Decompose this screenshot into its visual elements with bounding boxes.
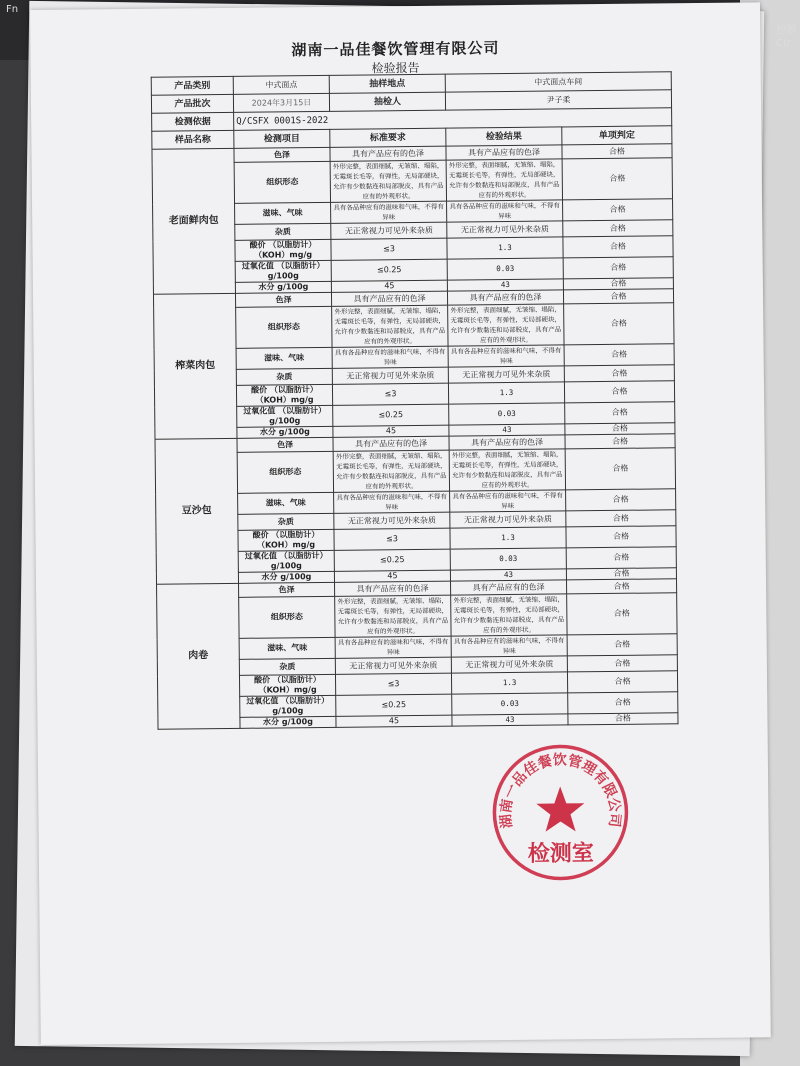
test-result: 具有产品应有的色泽 [451, 580, 567, 595]
judgement: 合格 [567, 671, 677, 693]
standard-requirement: 45 [334, 570, 450, 582]
judgement: 合格 [565, 423, 675, 435]
standard-requirement: 具有产品应有的色泽 [330, 146, 446, 161]
col-sample-name: 样品名称 [152, 130, 234, 149]
judgement: 合格 [563, 257, 673, 279]
test-item: 酸价 （以脂肪计）（KOH）mg/g [239, 674, 335, 696]
col-judgement: 单项判定 [562, 126, 672, 145]
judgement: 合格 [564, 365, 674, 382]
standard-requirement: 具有各品种应有的滋味和气味，不得有异味 [335, 636, 451, 658]
judgement: 合格 [563, 289, 673, 304]
location-label: 抽样地点 [329, 74, 445, 93]
judgement: 合格 [565, 434, 675, 449]
test-result: 具有产品应有的色泽 [449, 435, 565, 450]
test-item: 滋味、气味 [238, 492, 334, 514]
sample-name: 榨菜肉包 [153, 293, 237, 439]
seal-dept-text: 检测室 [527, 840, 595, 867]
test-result: 具有产品应有的色泽 [446, 145, 562, 160]
judgement: 合格 [563, 199, 673, 221]
standard-requirement: 具有产品应有的色泽 [333, 436, 449, 451]
standard-requirement: ≤0.25 [334, 549, 450, 571]
test-item: 水分 g/100g [235, 281, 331, 293]
standard-requirement: 具有各品种应有的滋味和气味，不得有异味 [331, 201, 447, 223]
seal-svg [490, 742, 631, 883]
test-result: 43 [447, 279, 563, 291]
inspector-label: 抽检人 [329, 92, 445, 111]
report-sheet [30, 2, 771, 1045]
judgement: 合格 [567, 593, 677, 635]
test-item: 组织形态 [239, 596, 335, 638]
test-result: 具有各品种应有的滋味和气味，不得有异味 [451, 635, 567, 657]
standard-requirement: 外形完整，表面细腻，无皱缩、塌陷，无霉斑长毛等，有弹性，无局部硬块，允许有少数黏连和局部脱皮，具有产品应有的外观形状。 [335, 595, 451, 637]
test-result: 具有各品种应有的滋味和气味，不得有异味 [448, 345, 564, 367]
category-value: 中式面点 [233, 75, 329, 94]
judgement: 合格 [566, 526, 676, 548]
keyboard-key-label-right: 控制 Ctr [776, 25, 796, 49]
standard-requirement: 无正常视力可见外来杂质 [334, 512, 450, 529]
judgement: 合格 [566, 579, 676, 594]
test-item: 过氧化值 （以脂肪计）g/100g [235, 260, 331, 282]
test-result: 外形完整，表面细腻，无皱缩、塌陷，无霉斑长毛等，有弹性，无局部硬块，允许有少数黏连和局部脱皮，具有产品应有的外观形状。 [451, 594, 567, 636]
test-item: 过氧化值 （以脂肪计）g/100g [237, 405, 333, 427]
test-item: 杂质 [236, 368, 332, 385]
company-name: 湖南一品佳餐饮管理有限公司 [291, 39, 500, 60]
test-item: 水分 g/100g [240, 716, 336, 728]
test-item: 过氧化值 （以脂肪计）g/100g [238, 550, 334, 572]
test-result: 外形完整，表面细腻，无皱缩、塌陷，无霉斑长毛等，有弹性，无局部硬块，允许有少数黏连和局部脱皮，具有产品应有的外观形状。 [449, 449, 565, 491]
test-result: 具有产品应有的色泽 [447, 290, 563, 305]
test-result: 43 [452, 714, 568, 726]
judgement: 合格 [562, 144, 672, 159]
judgement: 合格 [565, 402, 675, 424]
test-result: 外形完整，表面细腻，无皱缩、塌陷，无霉斑长毛等，有弹性，无局部硬块，允许有少数黏连和局部脱皮，具有产品应有的外观形状。 [448, 304, 564, 346]
judgement: 合格 [566, 510, 676, 527]
test-item: 杂质 [238, 513, 334, 530]
inspection-seal [490, 742, 631, 883]
judgement: 合格 [566, 547, 676, 569]
test-result: 具有各品种应有的滋味和气味，不得有异味 [450, 490, 566, 512]
standard-requirement: 具有产品应有的色泽 [335, 581, 451, 596]
basis-label: 检测依据 [152, 112, 234, 131]
basis-value: Q/CSFX 0001S-2022 [234, 108, 672, 131]
standard-requirement: 具有各品种应有的滋味和气味，不得有异味 [332, 346, 448, 368]
test-item: 组织形态 [234, 161, 330, 203]
judgement: 合格 [568, 692, 678, 714]
test-item: 杂质 [239, 658, 335, 675]
inspection-table [151, 71, 679, 729]
standard-requirement: ≤0.25 [336, 694, 452, 716]
standard-requirement: ≤3 [332, 383, 448, 405]
judgement: 合格 [567, 634, 677, 656]
standard-requirement: 无正常视力可见外来杂质 [335, 657, 451, 674]
test-result: 0.03 [450, 548, 566, 570]
standard-requirement: 无正常视力可见外来杂质 [331, 222, 447, 239]
test-result: 无正常视力可见外来杂质 [450, 511, 566, 528]
test-result: 0.03 [452, 693, 568, 715]
standard-requirement: 外形完整，表面细腻，无皱缩、塌陷，无霉斑长毛等，有弹性，无局部硬块，允许有少数黏连和局部脱皮，具有产品应有的外观形状。 [332, 305, 448, 347]
standard-requirement: ≤3 [335, 673, 451, 695]
test-item: 酸价 （以脂肪计）（KOH）mg/g [236, 384, 332, 406]
test-result: 无正常视力可见外来杂质 [451, 656, 567, 673]
standard-requirement: 外形完整，表面细腻，无皱缩、塌陷，无霉斑长毛等，有弹性，无局部硬块，允许有少数黏连和局部脱皮，具有产品应有的外观形状。 [330, 160, 446, 202]
judgement: 合格 [563, 220, 673, 237]
test-item: 水分 g/100g [237, 426, 333, 438]
judgement: 合格 [565, 448, 675, 490]
test-item: 组织形态 [237, 451, 333, 493]
standard-requirement: ≤3 [331, 238, 447, 260]
judgement: 合格 [563, 236, 673, 258]
keyboard-key-label: Fn [6, 4, 19, 15]
standard-requirement: ≤0.25 [331, 259, 447, 281]
category-label: 产品类别 [151, 76, 233, 95]
test-item: 滋味、气味 [239, 637, 335, 659]
judgement: 合格 [564, 344, 674, 366]
test-item: 色泽 [235, 292, 331, 307]
test-item: 色泽 [239, 582, 335, 597]
standard-requirement: ≤3 [334, 528, 450, 550]
test-result: 无正常视力可见外来杂质 [448, 366, 564, 383]
standard-requirement: 外形完整，表面细腻，无皱缩、塌陷，无霉斑长毛等，有弹性，无局部硬块，允许有少数黏连和局部脱皮，具有产品应有的外观形状。 [333, 450, 449, 492]
test-item: 滋味、气味 [236, 347, 332, 369]
test-item: 滋味、气味 [235, 202, 331, 224]
test-item: 酸价 （以脂肪计）（KOH）mg/g [238, 529, 334, 551]
test-item: 色泽 [234, 147, 330, 162]
judgement: 合格 [566, 489, 676, 511]
col-standard: 标准要求 [330, 128, 446, 147]
standard-requirement: 具有各品种应有的滋味和气味，不得有异味 [334, 491, 450, 513]
batch-value: 2024年3月15日 [233, 93, 329, 112]
test-item: 组织形态 [236, 306, 332, 348]
judgement: 合格 [567, 655, 677, 672]
standard-requirement: 45 [331, 280, 447, 292]
sample-name: 肉卷 [157, 583, 241, 729]
test-item: 杂质 [235, 223, 331, 240]
judgement: 合格 [564, 303, 674, 345]
test-result: 0.03 [449, 403, 565, 425]
sample-name: 豆沙包 [155, 438, 239, 584]
judgement: 合格 [564, 381, 674, 403]
standard-requirement: ≤0.25 [333, 404, 449, 426]
judgement: 合格 [563, 278, 673, 290]
standard-requirement: 45 [333, 425, 449, 437]
col-test-item: 检测项目 [234, 129, 330, 148]
test-result: 1.3 [451, 672, 567, 694]
judgement: 合格 [568, 713, 678, 725]
seal-company-text: 湖南一品佳餐饮管理有限公司 [498, 752, 623, 830]
judgement: 合格 [566, 568, 676, 580]
batch-label: 产品批次 [151, 94, 233, 113]
test-item: 色泽 [237, 437, 333, 452]
seal-star-icon [536, 786, 584, 832]
test-result: 具有各品种应有的滋味和气味，不得有异味 [447, 200, 563, 222]
test-item: 酸价 （以脂肪计）（KOH）mg/g [235, 239, 331, 261]
inspector-value: 尹子柔 [445, 90, 671, 110]
test-item: 水分 g/100g [238, 571, 334, 583]
test-item: 过氧化值 （以脂肪计）g/100g [240, 695, 336, 717]
test-result: 0.03 [447, 258, 563, 280]
col-result: 检验结果 [446, 127, 562, 146]
test-result: 1.3 [448, 382, 564, 404]
sample-name: 老面鲜肉包 [152, 148, 236, 294]
test-result: 43 [449, 424, 565, 436]
test-result: 1.3 [447, 237, 563, 259]
test-result: 1.3 [450, 527, 566, 549]
test-result: 外形完整，表面细腻，无皱缩、塌陷，无霉斑长毛等，有弹性，无局部硬块，允许有少数黏连和局部脱皮，具有产品应有的外观形状。 [446, 159, 562, 201]
judgement: 合格 [562, 158, 672, 200]
standard-requirement: 无正常视力可见外来杂质 [332, 367, 448, 384]
location-value: 中式面点车间 [445, 72, 671, 92]
standard-requirement: 45 [336, 715, 452, 727]
test-result: 43 [450, 569, 566, 581]
standard-requirement: 具有产品应有的色泽 [331, 291, 447, 306]
test-result: 无正常视力可见外来杂质 [447, 221, 563, 238]
report-title: 检验报告 [371, 60, 420, 76]
